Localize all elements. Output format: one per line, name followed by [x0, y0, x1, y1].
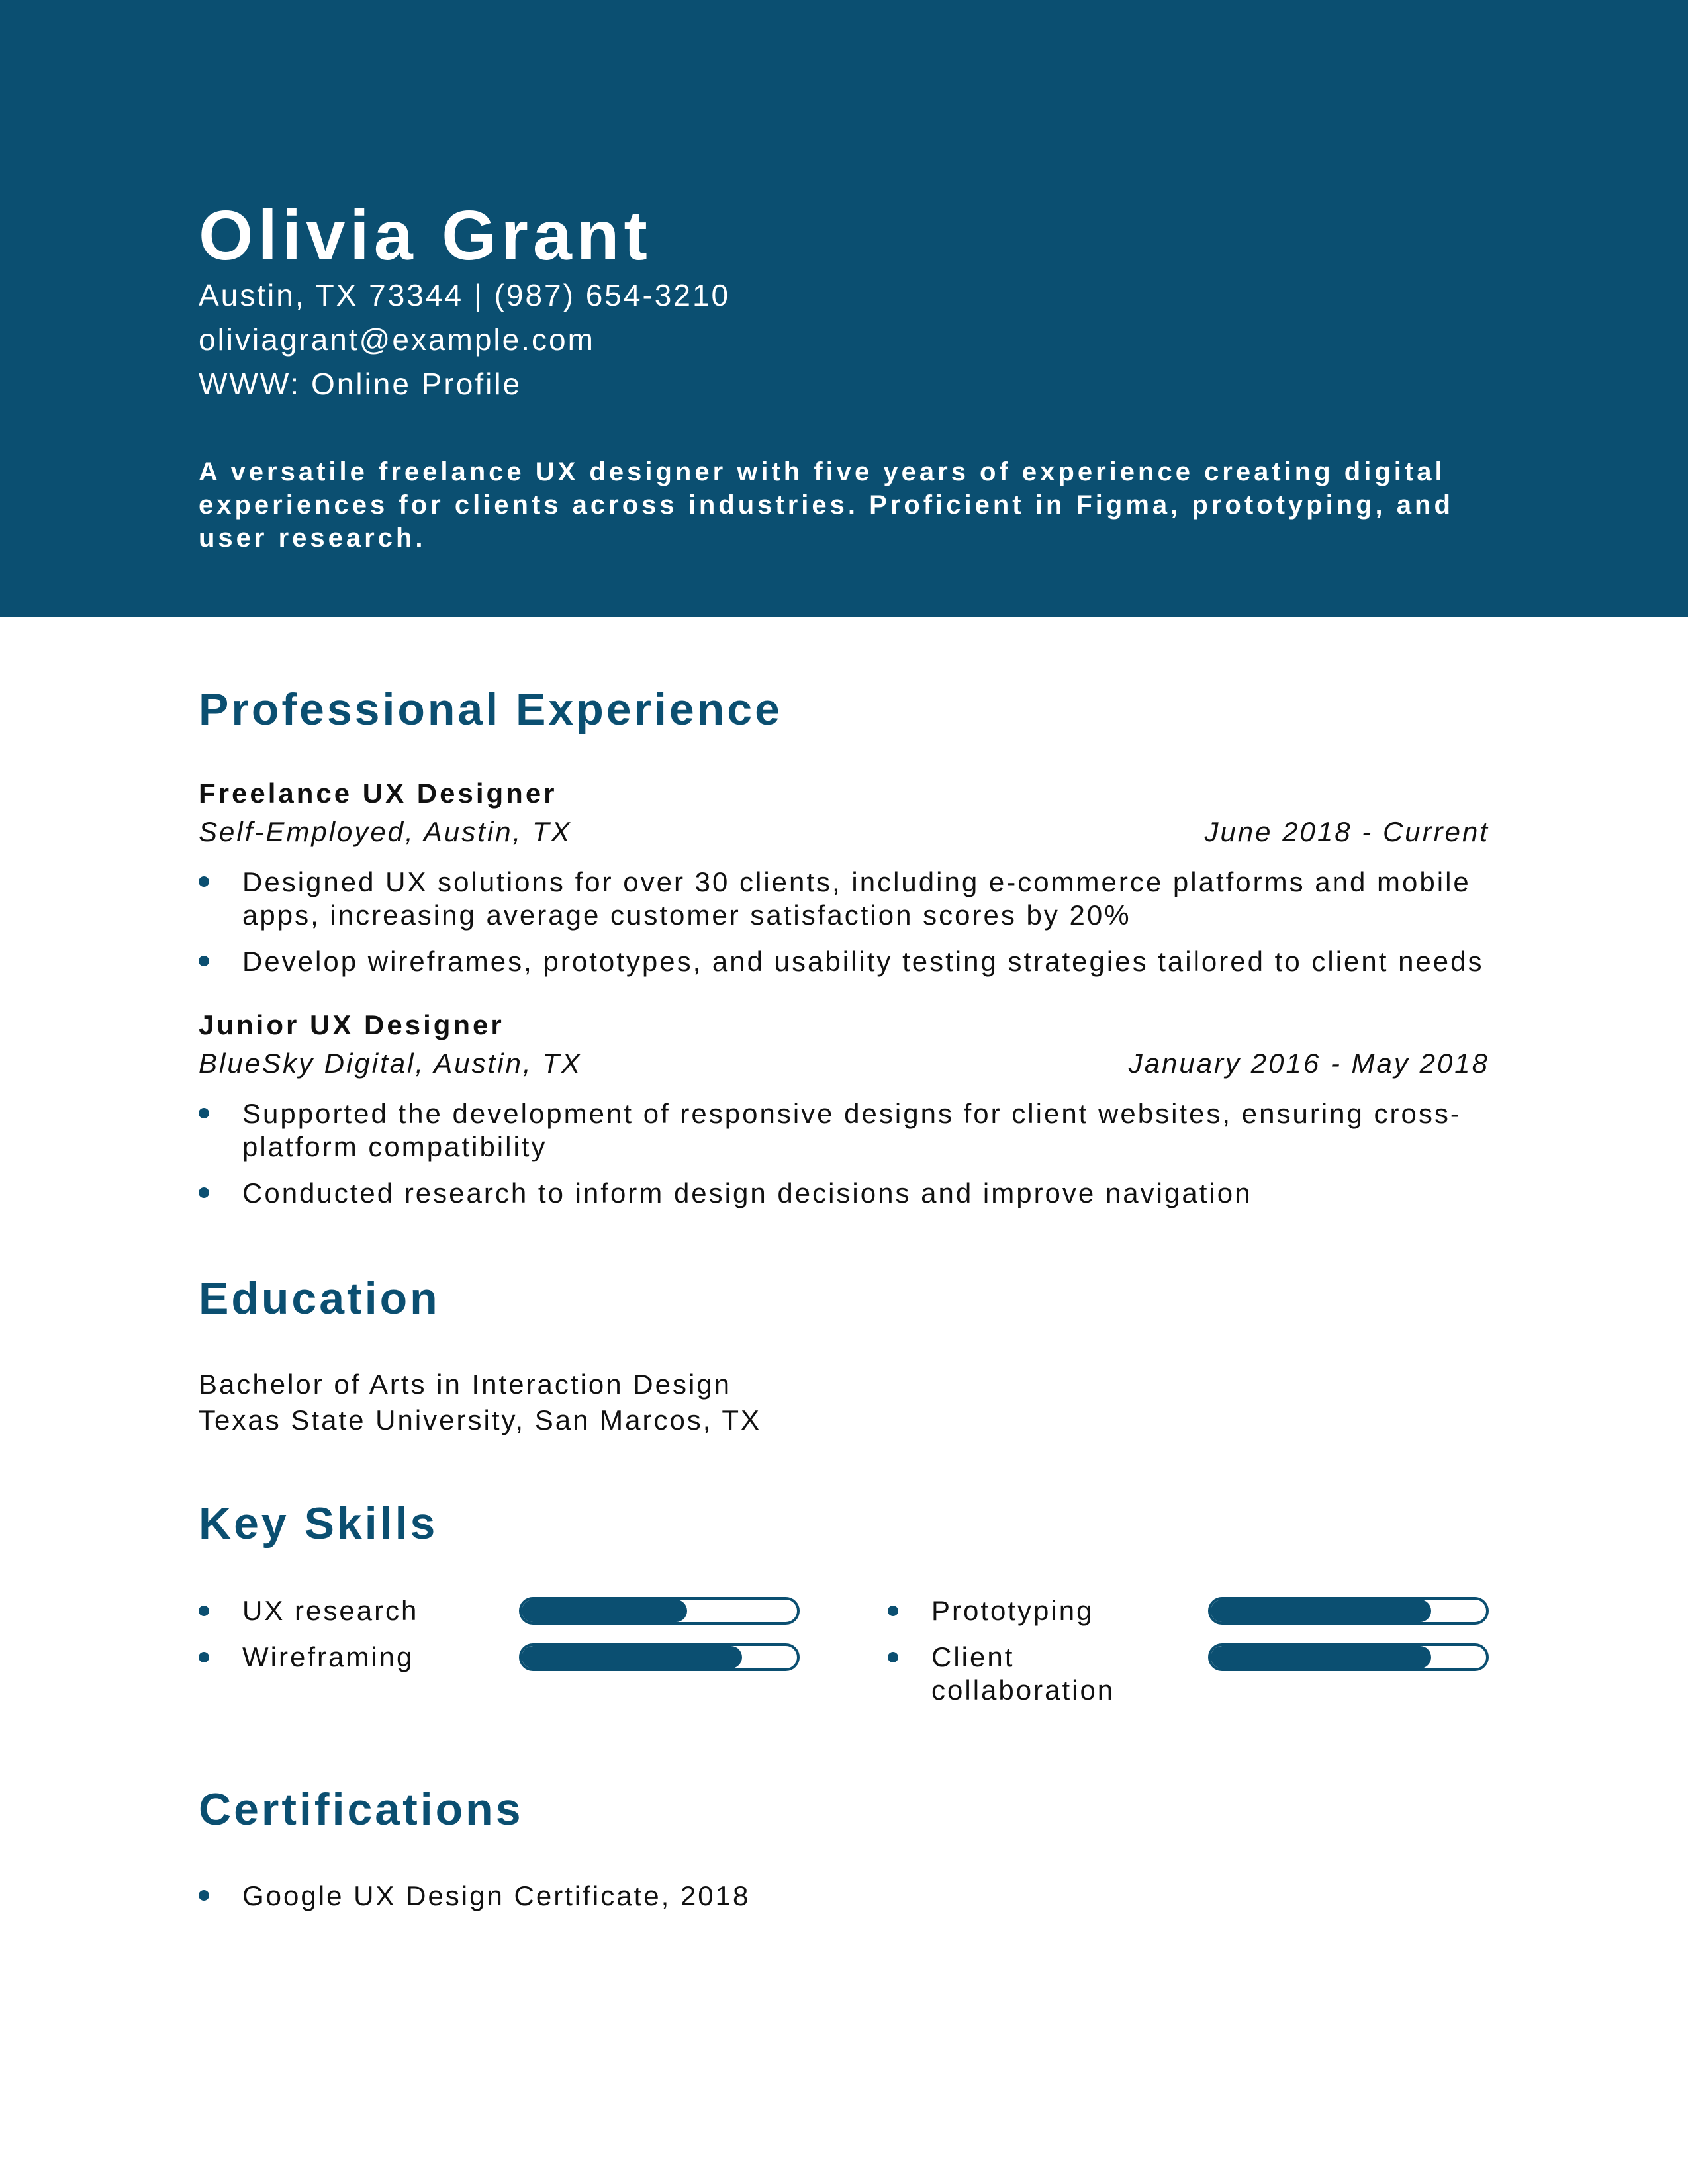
skill-label: UX research [242, 1595, 419, 1626]
skill-level-bar [519, 1597, 800, 1625]
contact-address-phone: Austin, TX 73344 | (987) 654-3210 [199, 278, 731, 312]
skill-label: Client collaboration [931, 1641, 1115, 1706]
contact-email: oliviagrant@example.com [199, 322, 595, 357]
bullet-text: Supported the development of responsive designs for client websites, ensuring cross-platform compatibility [242, 1098, 1462, 1162]
bullet-icon [199, 956, 209, 966]
job-title: Freelance UX Designer [199, 778, 557, 809]
certification-text: Google UX Design Certificate, 2018 [242, 1880, 751, 1911]
bullet-icon [199, 1187, 209, 1198]
bullet-icon [199, 1606, 209, 1616]
certifications-section-title: Certifications [199, 1784, 524, 1835]
skill-level-fill [1211, 1600, 1431, 1622]
resume-header [0, 0, 1688, 617]
professional-summary: A versatile freelance UX designer with five years of experience creating digital experiences for clients across industries. Proficient in Figma, prototyping, and user research. [199, 457, 1454, 553]
bullet-text: Develop wireframes, prototypes, and usability testing strategies tailored to client needs [242, 946, 1484, 977]
education-school: Texas State University, San Marcos, TX [199, 1404, 762, 1435]
candidate-name: Olivia Grant [199, 197, 652, 275]
experience-section-title: Professional Experience [199, 684, 782, 735]
bullet-text: Designed UX solutions for over 30 clients, including e-commerce platforms and mobile apps, increasing average customer satisfaction scores by 20% [242, 866, 1471, 931]
skill-level-bar [519, 1643, 800, 1671]
education-degree: Bachelor of Arts in Interaction Design [199, 1369, 732, 1400]
job-title: Junior UX Designer [199, 1009, 504, 1040]
bullet-text: Conducted research to inform design decisions and improve navigation [242, 1177, 1252, 1208]
skill-label: Prototyping [931, 1595, 1094, 1626]
education-section-title: Education [199, 1273, 440, 1324]
bullet-icon [199, 1108, 209, 1118]
skill-label: Wireframing [242, 1641, 414, 1672]
job-dates: January 2016 - May 2018 [1128, 1048, 1489, 1079]
bullet-icon [199, 876, 209, 887]
skills-section-title: Key Skills [199, 1498, 438, 1549]
bullet-icon [888, 1606, 898, 1616]
job-company-dates [199, 1047, 1489, 1080]
job-company-dates [199, 815, 1489, 848]
skill-level-fill [522, 1600, 687, 1622]
contact-website: WWW: Online Profile [199, 367, 522, 401]
job-company: Self-Employed, Austin, TX [199, 816, 572, 847]
skill-level-bar [1208, 1643, 1489, 1671]
job-company: BlueSky Digital, Austin, TX [199, 1048, 582, 1079]
bullet-icon [199, 1890, 209, 1901]
job-dates: June 2018 - Current [1204, 816, 1489, 847]
bullet-icon [199, 1652, 209, 1662]
skill-level-fill [1211, 1646, 1431, 1668]
bullet-icon [888, 1652, 898, 1662]
skill-level-bar [1208, 1597, 1489, 1625]
skill-level-fill [522, 1646, 742, 1668]
